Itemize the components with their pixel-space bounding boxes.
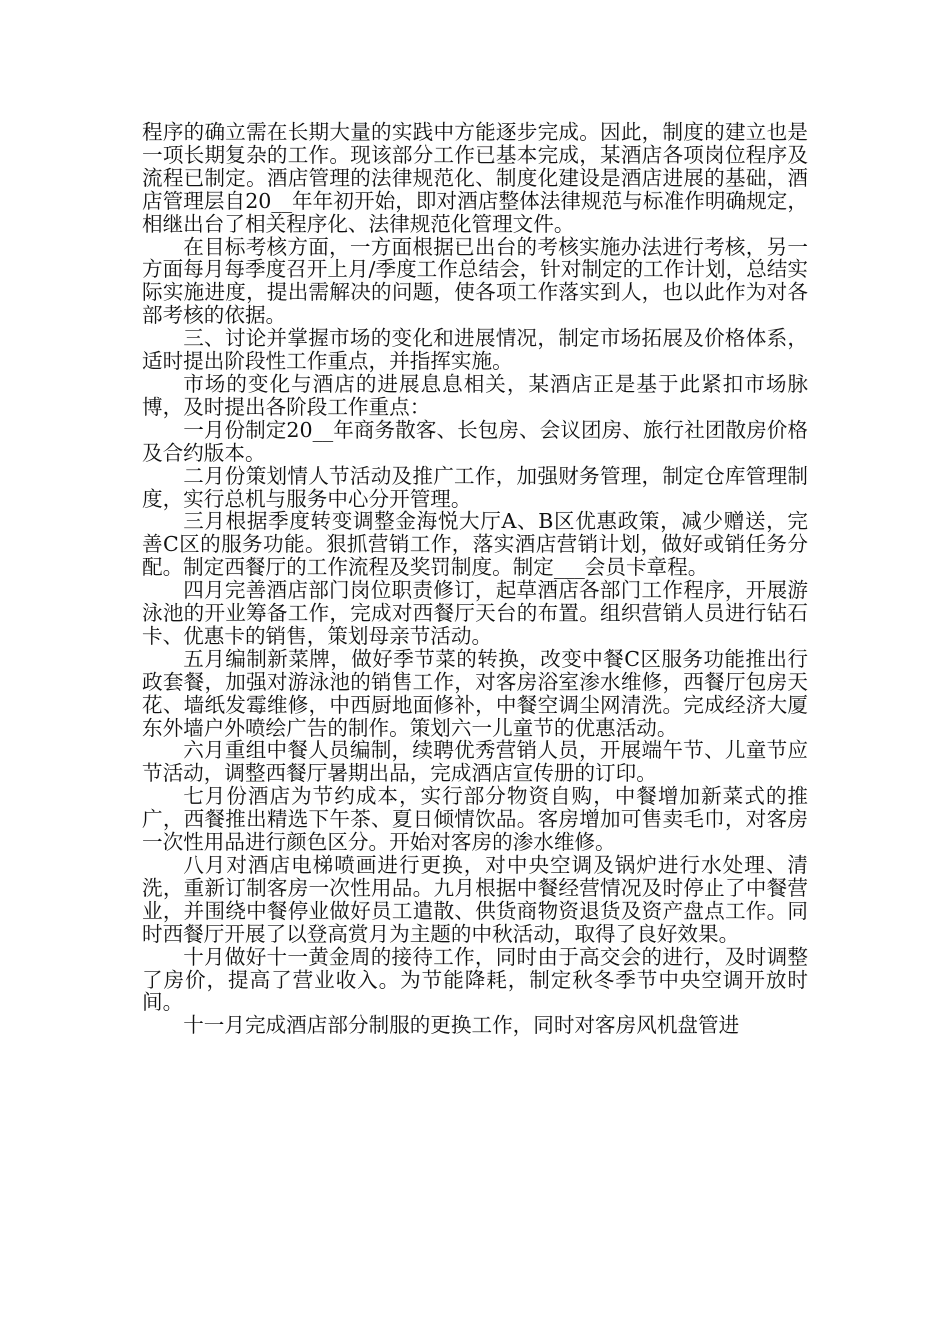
- paragraph-14: 十一月完成酒店部分制服的更换工作，同时对客房风机盘管进: [183, 1013, 740, 1038]
- paragraph-2: 在目标考核方面，一方面根据已出台的考核实施办法进行考核，另一方面每月每季度召开上月/季度工作总结会，针对制定的工作计划，总结实际实施进度，提出需解决的问题，使各项工作落实到人，也以此作为对各部考核的依据。: [142, 234, 808, 328]
- paragraph-12: 八月对酒店电梯喷画进行更换，对中央空调及锅炉进行水处理、清洗，重新订制客房一次性用品。九月根据中餐经营情况及时停止了中餐营业，并围绕中餐停业做好员工遣散、供货商物资退货及资产盘点工作。同时西餐厅开展了以登高赏月为主题的中秋活动，取得了良好效果。: [142, 853, 808, 946]
- paragraph-5: 一月份制定20__年商务散客、长包房、会议团房、旅行社团散房价格及合约版本。: [142, 417, 808, 465]
- paragraph-9: 五月编制新菜牌，做好季节菜的转换，改变中餐C区服务功能推出行政套餐，加强对游泳池的销售工作，对客房浴室渗水维修，西餐厅包房天花、墙纸发霉维修，中西厨地面修补，中餐空调尘网清洗。完成经济大厦东外墙户外喷绘广告的制作。策划六一儿童节的优惠活动。: [142, 646, 808, 740]
- paragraph-11: 七月份酒店为节约成本，实行部分物资自购，中餐增加新菜式的推广，西餐推出精选下午茶、夏日倾情饮品。客房增加可售卖毛巾，对客房一次性用品进行颜色区分。开始对客房的渗水维修。: [142, 784, 808, 855]
- paragraph-6: 二月份策划情人节活动及推广工作，加强财务管理，制定仓库管理制度，实行总机与服务中心分开管理。: [142, 463, 808, 511]
- paragraph-10: 六月重组中餐人员编制，续聘优秀营销人员，开展端午节、儿童节应节活动，调整西餐厅暑期出品，完成酒店宣传册的订印。: [142, 738, 808, 786]
- paragraph-4: 市场的变化与酒店的进展息息相关，某酒店正是基于此紧扣市场脉博，及时提出各阶段工作重点：: [142, 371, 808, 419]
- paragraph-13: 十月做好十一黄金周的接待工作，同时由于高交会的进行，及时调整了房价，提高了营业收入。为节能降耗，制定秋冬季节中央空调开放时间。: [142, 944, 808, 1015]
- paragraph-7: 三月根据季度转变调整金海悦大厅A、B区优惠政策，减少赠送，完善C区的服务功能。狠抓营销工作，落实酒店营销计划，做好或销任务分配。制定西餐厅的工作流程及奖罚制度。制定___会员卡章程。: [142, 509, 808, 580]
- paragraph-1: 程序的确立需在长期大量的实践中方能逐步完成。因此，制度的建立也是一项长期复杂的工作。现该部分工作已基本完成，某酒店各项岗位程序及流程已制定。酒店管理的法律规范化、制度化建设是酒店进展的基础，酒店管理层自20__年年初开始，即对酒店整体法律规范与标准作明确规定，相继出台了相关程序化、法律规范化管理文件。: [142, 120, 808, 236]
- document-page: [142, 121, 808, 1037]
- paragraph-8: 四月完善酒店部门岗位职责修订，起草酒店各部门工作程序，开展游泳池的开业筹备工作，完成对西餐厅天台的布置。组织营销人员进行钻石卡、优惠卡的销售，策划母亲节活动。: [142, 578, 808, 648]
- paragraph-3: 三、讨论并掌握市场的变化和进展情况，制定市场拓展及价格体系，适时提出阶段性工作重点，并指挥实施。: [142, 326, 808, 374]
